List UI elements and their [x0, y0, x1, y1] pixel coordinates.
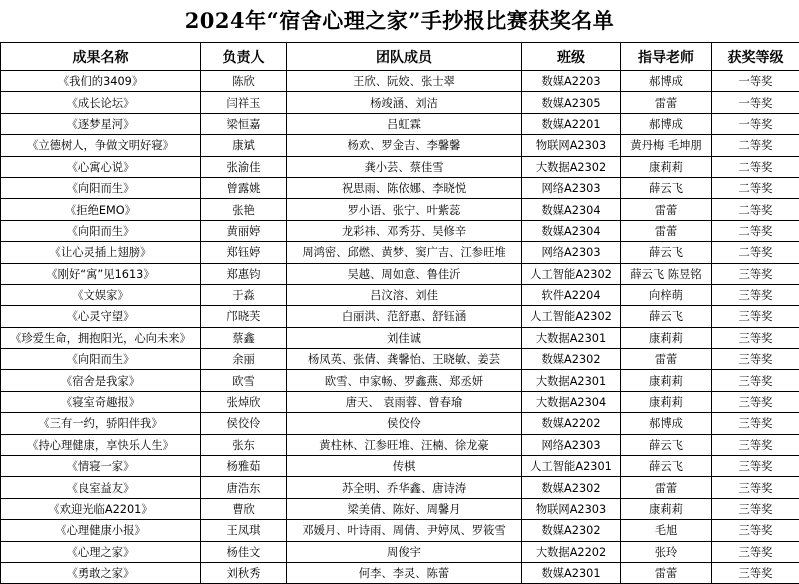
cell-advisor: 张玲	[621, 541, 712, 562]
cell-achievement-name: 《文娱家》	[1, 284, 201, 305]
cell-team-members: 梁美倩、陈好、周馨月	[287, 498, 522, 519]
cell-leader: 张东	[201, 434, 287, 455]
cell-achievement-name: 《心理健康小报》	[1, 520, 201, 541]
cell-advisor: 薛云飞 陈昱铭	[621, 263, 712, 284]
cell-team-members: 苏全明、乔华鑫、唐诗涛	[287, 477, 522, 498]
cell-advisor: 康莉莉	[621, 156, 712, 177]
cell-achievement-name: 《勇敢之家》	[1, 562, 201, 583]
table-row	[1, 177, 799, 198]
cell-advisor: 薛云飞	[621, 242, 712, 263]
cell-class: 数媒A2304	[522, 220, 621, 241]
cell-team-members: 罗小语、张宁、叶紫蕊	[287, 199, 522, 220]
cell-leader: 康斌	[201, 135, 287, 156]
cell-leader: 蔡鑫	[201, 327, 287, 348]
cell-award-level: 二等奖	[712, 156, 799, 177]
cell-achievement-name: 《三有一约，骄阳伴我》	[1, 413, 201, 434]
cell-award-level: 三等奖	[712, 434, 799, 455]
cell-achievement-name: 《逐梦星河》	[1, 113, 201, 134]
cell-award-level: 三等奖	[712, 541, 799, 562]
table-row	[1, 370, 799, 391]
cell-advisor: 郝博成	[621, 413, 712, 434]
award-table	[0, 42, 799, 584]
table-row	[1, 113, 799, 134]
cell-leader: 曹欣	[201, 498, 287, 519]
cell-award-level: 三等奖	[712, 413, 799, 434]
cell-class: 人工智能A2302	[522, 306, 621, 327]
cell-class: 人工智能A2302	[522, 263, 621, 284]
cell-achievement-name: 《让心灵插上翅膀》	[1, 242, 201, 263]
cell-advisor: 雷蕾	[621, 477, 712, 498]
cell-team-members: 刘佳诚	[287, 327, 522, 348]
header-advisor: 指导老师	[621, 43, 712, 71]
table-row	[1, 477, 799, 498]
cell-leader: 黄丽婷	[201, 220, 287, 241]
cell-advisor: 康莉莉	[621, 498, 712, 519]
cell-achievement-name: 《立德树人，争做文明好寝》	[1, 135, 201, 156]
cell-team-members: 杨欢、罗金吉、李馨馨	[287, 135, 522, 156]
table-row	[1, 434, 799, 455]
cell-advisor: 郝博成	[621, 71, 712, 92]
cell-advisor: 薛云飞	[621, 456, 712, 477]
cell-team-members: 传棋	[287, 456, 522, 477]
cell-advisor: 雷蕾	[621, 220, 712, 241]
cell-leader: 张焯欣	[201, 391, 287, 412]
cell-advisor: 雷蕾	[621, 92, 712, 113]
cell-team-members: 吴越、周如意、鲁佳沂	[287, 263, 522, 284]
cell-leader: 邝晓芙	[201, 306, 287, 327]
table-body	[1, 71, 799, 584]
cell-achievement-name: 《刚好“寓”见1613》	[1, 263, 201, 284]
cell-class: 数媒A2202	[522, 413, 621, 434]
cell-advisor: 薛云飞	[621, 177, 712, 198]
table-row	[1, 156, 799, 177]
cell-advisor: 薛云飞	[621, 434, 712, 455]
table-row	[1, 413, 799, 434]
cell-award-level: 二等奖	[712, 199, 799, 220]
cell-team-members: 侯佼伶	[287, 413, 522, 434]
header-award-level: 获奖等级	[712, 43, 799, 71]
cell-award-level: 三等奖	[712, 327, 799, 348]
cell-achievement-name: 《宿舍是我家》	[1, 370, 201, 391]
cell-leader: 闫祥玉	[201, 92, 287, 113]
cell-advisor: 毛旭	[621, 520, 712, 541]
cell-leader: 侯佼伶	[201, 413, 287, 434]
table-row	[1, 71, 799, 92]
cell-team-members: 龚小芸、蔡佳雪	[287, 156, 522, 177]
cell-class: 物联网A2303	[522, 135, 621, 156]
header-team-members: 团队成员	[287, 43, 522, 71]
cell-class: 数媒A2304	[522, 199, 621, 220]
cell-team-members: 欧雪、申家畅、罗鑫燕、郑丞妍	[287, 370, 522, 391]
cell-team-members: 周俊宇	[287, 541, 522, 562]
cell-advisor: 雷蕾	[621, 199, 712, 220]
cell-class: 大数据A2302	[522, 156, 621, 177]
cell-achievement-name: 《持心理健康，享快乐人生》	[1, 434, 201, 455]
cell-award-level: 三等奖	[712, 370, 799, 391]
cell-award-level: 三等奖	[712, 349, 799, 370]
cell-advisor: 郝博成	[621, 113, 712, 134]
cell-achievement-name: 《向阳而生》	[1, 349, 201, 370]
cell-achievement-name: 《欢迎光临A2201》	[1, 498, 201, 519]
table-row	[1, 541, 799, 562]
table-row	[1, 284, 799, 305]
table-row	[1, 498, 799, 519]
cell-achievement-name: 《向阳而生》	[1, 177, 201, 198]
cell-award-level: 三等奖	[712, 562, 799, 583]
cell-leader: 郑惠钧	[201, 263, 287, 284]
cell-achievement-name: 《心理之家》	[1, 541, 201, 562]
header-achievement-name: 成果名称	[1, 43, 201, 71]
table-row	[1, 220, 799, 241]
cell-achievement-name: 《情寝一家》	[1, 456, 201, 477]
cell-award-level: 三等奖	[712, 284, 799, 305]
cell-team-members: 王欣、阮姣、张士翠	[287, 71, 522, 92]
cell-advisor: 康莉莉	[621, 370, 712, 391]
cell-team-members: 杨竣涵、刘洁	[287, 92, 522, 113]
cell-advisor: 薛云飞	[621, 306, 712, 327]
cell-leader: 张渝佳	[201, 156, 287, 177]
cell-class: 网络A2303	[522, 242, 621, 263]
cell-award-level: 三等奖	[712, 263, 799, 284]
cell-class: 数媒A2302	[522, 520, 621, 541]
cell-award-level: 二等奖	[712, 242, 799, 263]
table-row	[1, 391, 799, 412]
cell-team-members: 吕汶溶、刘佳	[287, 284, 522, 305]
table-row	[1, 263, 799, 284]
cell-team-members: 黄柱林、江参旺堆、汪楠、徐龙豪	[287, 434, 522, 455]
cell-award-level: 二等奖	[712, 135, 799, 156]
cell-achievement-name: 《良室益友》	[1, 477, 201, 498]
table-row	[1, 520, 799, 541]
cell-class: 网络A2303	[522, 434, 621, 455]
cell-award-level: 三等奖	[712, 456, 799, 477]
cell-leader: 王凤琪	[201, 520, 287, 541]
cell-advisor: 康莉莉	[621, 391, 712, 412]
cell-achievement-name: 《珍爱生命，拥抱阳光，心向未来》	[1, 327, 201, 348]
cell-leader: 陈欣	[201, 71, 287, 92]
cell-achievement-name: 《成长论坛》	[1, 92, 201, 113]
header-leader: 负责人	[201, 43, 287, 71]
cell-advisor: 向梓萌	[621, 284, 712, 305]
cell-class: 数媒A2302	[522, 349, 621, 370]
cell-leader: 梁恒嘉	[201, 113, 287, 134]
cell-class: 大数据A2304	[522, 391, 621, 412]
cell-achievement-name: 《心灵守望》	[1, 306, 201, 327]
cell-team-members: 周鸿密、邱燃、黄梦、窦广吉、江参旺堆	[287, 242, 522, 263]
table-row	[1, 327, 799, 348]
cell-class: 物联网A2303	[522, 498, 621, 519]
cell-award-level: 二等奖	[712, 220, 799, 241]
cell-leader: 张艳	[201, 199, 287, 220]
cell-advisor: 康莉莉	[621, 327, 712, 348]
cell-leader: 余丽	[201, 349, 287, 370]
cell-team-members: 杨凤英、张倩、龚馨怡、王晓敏、姜芸	[287, 349, 522, 370]
cell-class: 网络A2303	[522, 177, 621, 198]
cell-award-level: 三等奖	[712, 391, 799, 412]
cell-class: 大数据A2301	[522, 327, 621, 348]
cell-advisor: 黄丹梅 毛坤朋	[621, 135, 712, 156]
cell-leader: 欧雪	[201, 370, 287, 391]
cell-class: 数媒A2201	[522, 113, 621, 134]
cell-award-level: 一等奖	[712, 92, 799, 113]
cell-team-members: 吕虹霖	[287, 113, 522, 134]
table-row	[1, 306, 799, 327]
cell-class: 数媒A2203	[522, 71, 621, 92]
cell-achievement-name: 《心寓心说》	[1, 156, 201, 177]
cell-leader: 于淼	[201, 284, 287, 305]
cell-class: 软件A2204	[522, 284, 621, 305]
cell-achievement-name: 《我们的3409》	[1, 71, 201, 92]
cell-team-members: 何李、李灵、陈蕾	[287, 562, 522, 583]
cell-leader: 刘秋秀	[201, 562, 287, 583]
cell-team-members: 白丽洪、范舒惠、舒钰涵	[287, 306, 522, 327]
cell-advisor: 雷蕾	[621, 562, 712, 583]
table-header-row	[1, 43, 799, 71]
cell-class: 数媒A2305	[522, 92, 621, 113]
cell-award-level: 三等奖	[712, 498, 799, 519]
cell-class: 数媒A2302	[522, 477, 621, 498]
cell-class: 大数据A2301	[522, 370, 621, 391]
cell-leader: 杨雅茹	[201, 456, 287, 477]
cell-award-level: 一等奖	[712, 71, 799, 92]
cell-class: 人工智能A2301	[522, 456, 621, 477]
cell-achievement-name: 《拒绝EMO》	[1, 199, 201, 220]
table-row	[1, 562, 799, 583]
table-row	[1, 456, 799, 477]
table-row	[1, 242, 799, 263]
cell-leader: 唐浩东	[201, 477, 287, 498]
cell-advisor: 雷蕾	[621, 349, 712, 370]
cell-leader: 杨佳文	[201, 541, 287, 562]
cell-class: 大数据A2202	[522, 541, 621, 562]
cell-leader: 曾露姚	[201, 177, 287, 198]
cell-award-level: 三等奖	[712, 477, 799, 498]
cell-achievement-name: 《向阳而生》	[1, 220, 201, 241]
cell-award-level: 三等奖	[712, 520, 799, 541]
cell-team-members: 龙彩祎、邓秀芬、吴修辛	[287, 220, 522, 241]
table-row	[1, 135, 799, 156]
header-class: 班级	[522, 43, 621, 71]
cell-award-level: 一等奖	[712, 113, 799, 134]
cell-class: 数媒A2301	[522, 562, 621, 583]
cell-team-members: 祝思雨、陈依娜、李晓悦	[287, 177, 522, 198]
cell-award-level: 二等奖	[712, 177, 799, 198]
cell-leader: 郑钰婷	[201, 242, 287, 263]
cell-team-members: 唐天、 袁雨蓉、曾春瑜	[287, 391, 522, 412]
cell-award-level: 三等奖	[712, 306, 799, 327]
table-row	[1, 92, 799, 113]
table-row	[1, 199, 799, 220]
page-title: 2024年“宿舍心理之家”手抄报比赛获奖名单	[0, 0, 799, 42]
cell-team-members: 邓媛月、叶诗雨、周倩、尹婷凤、罗筱雪	[287, 520, 522, 541]
cell-achievement-name: 《寝室奇趣报》	[1, 391, 201, 412]
table-row	[1, 349, 799, 370]
